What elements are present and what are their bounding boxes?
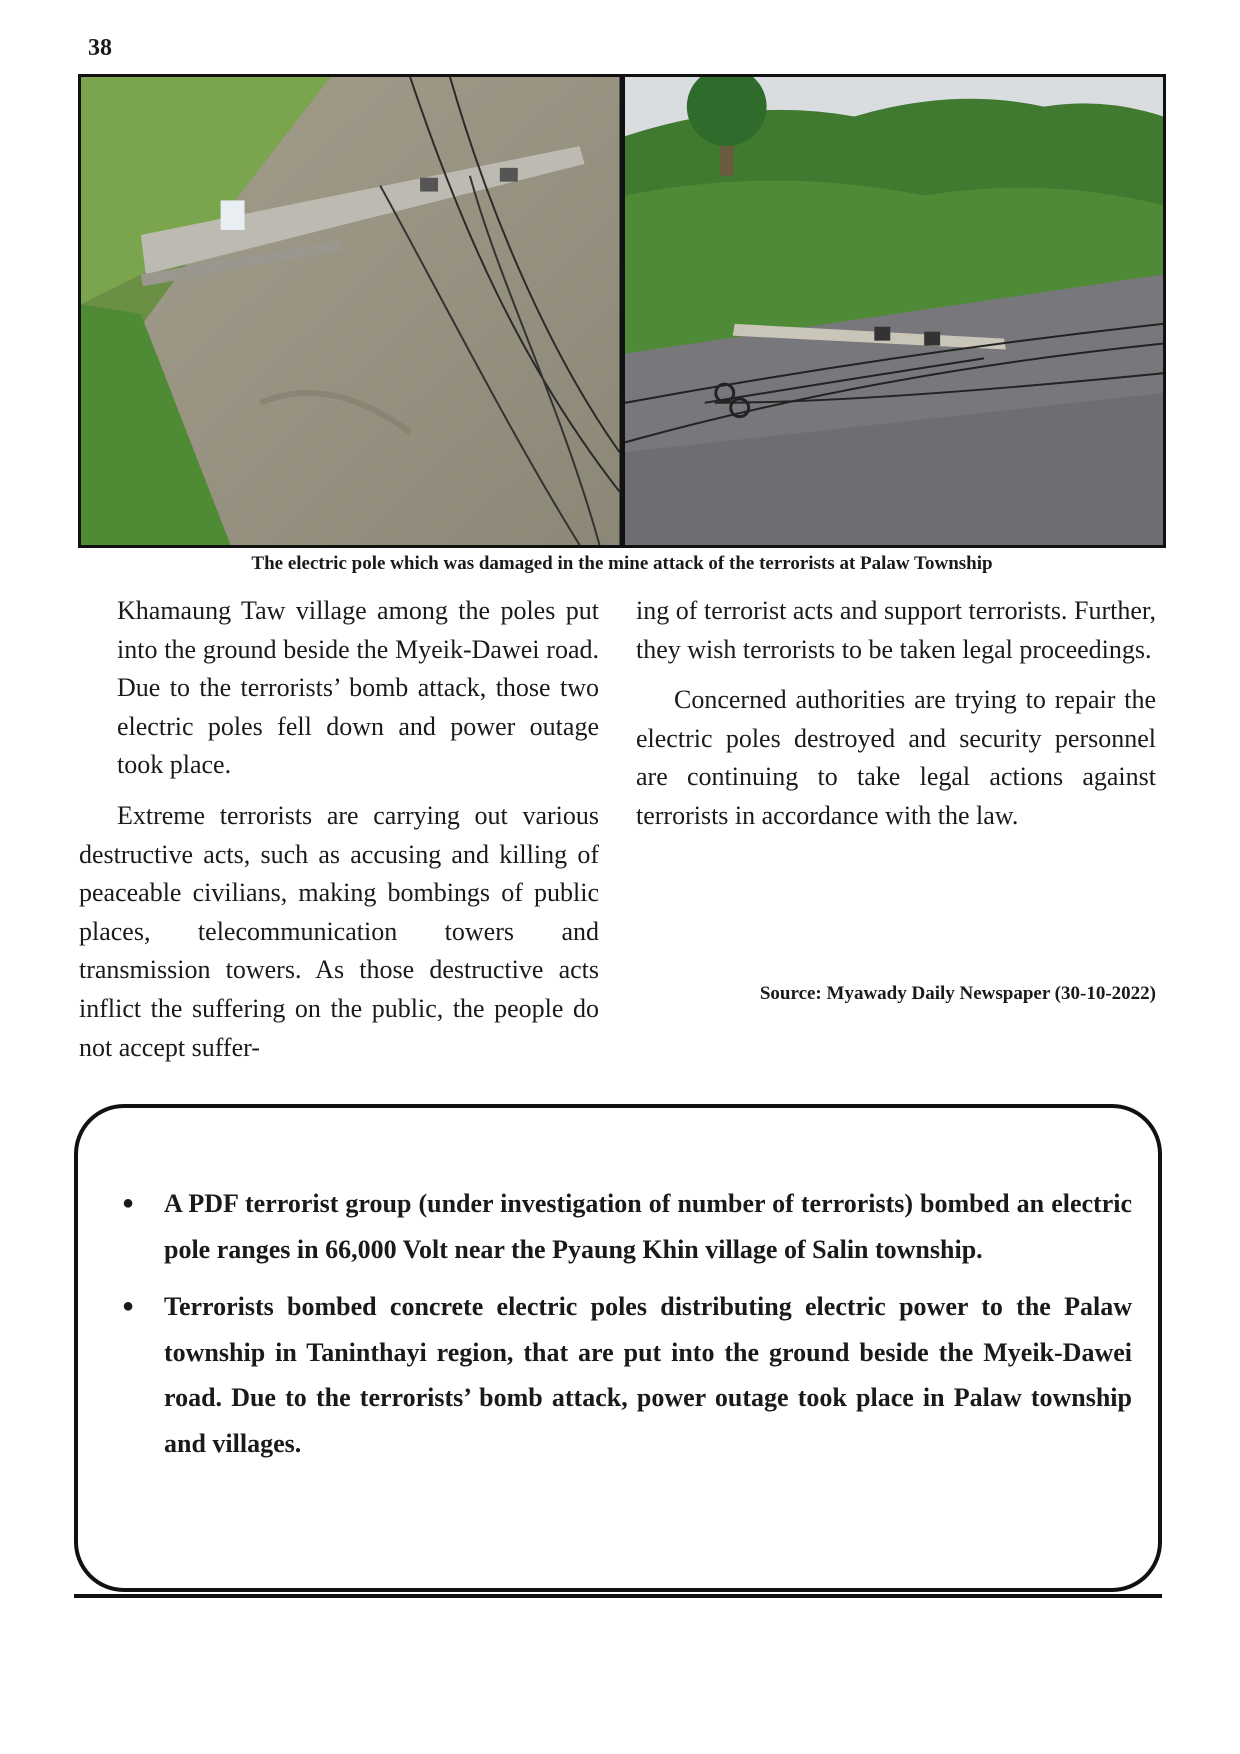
- source-note: Source: Myawady Daily Newspaper (30-10-2022): [759, 983, 1156, 1004]
- fallen-pole-on-asphalt-photo: [625, 77, 1164, 545]
- bottom-rule: [74, 1594, 1162, 1598]
- page-number: 38: [88, 35, 112, 61]
- fallen-pole-on-road-photo: [81, 77, 620, 545]
- paragraph: Concerned authorities are trying to repair the electric poles destroyed and security personnel are continuing to take legal actions against terrorists in accordance with the law.: [636, 685, 1156, 830]
- summary-box: [74, 1104, 1162, 1592]
- paragraph: ing of terrorist acts and support terrorists. Further, they wish terrorists to be taken legal proceedings.: [636, 596, 1156, 664]
- summary-list: [104, 1181, 1132, 1478]
- paragraph: Extreme terrorists are carrying out various destructive acts, such as accusing and killing of peaceable civilians, making bombings of public places, telecommunication towers and transmission towers. As those destructive acts inflict the suffering on the public, the people do not accept suffer-: [79, 800, 599, 1062]
- photo-pair: [78, 74, 1166, 548]
- article-left-column: [79, 592, 599, 1079]
- photo-caption: The electric pole which was damaged in the mine attack of the terrorists at Palaw Township: [251, 553, 993, 574]
- paragraph: Khamaung Taw village among the poles put into the ground beside the Myeik-Dawei road. Due to the terrorists’ bomb attack, those two electric poles fell down and power outage took place.: [117, 596, 599, 780]
- summary-item: [104, 1284, 1132, 1466]
- summary-item-text: A PDF terrorist group (under investigation of number of terrorists) bombed an electric pole ranges in 66,000 Volt near the Pyaung Khin village of Salin township.: [164, 1189, 1132, 1264]
- article-right-column: [636, 592, 1156, 848]
- bullet-icon: ●: [122, 1192, 135, 1214]
- summary-item: [104, 1181, 1132, 1272]
- summary-item-text: Terrorists bombed concrete electric poles distributing electric power to the Palaw township in Taninthayi region, that are put into the ground beside the Myeik-Dawei road. Due to the terrorists’ bomb attack, power outage took place in Palaw township and villages.: [164, 1292, 1132, 1458]
- bullet-icon: ●: [122, 1295, 135, 1317]
